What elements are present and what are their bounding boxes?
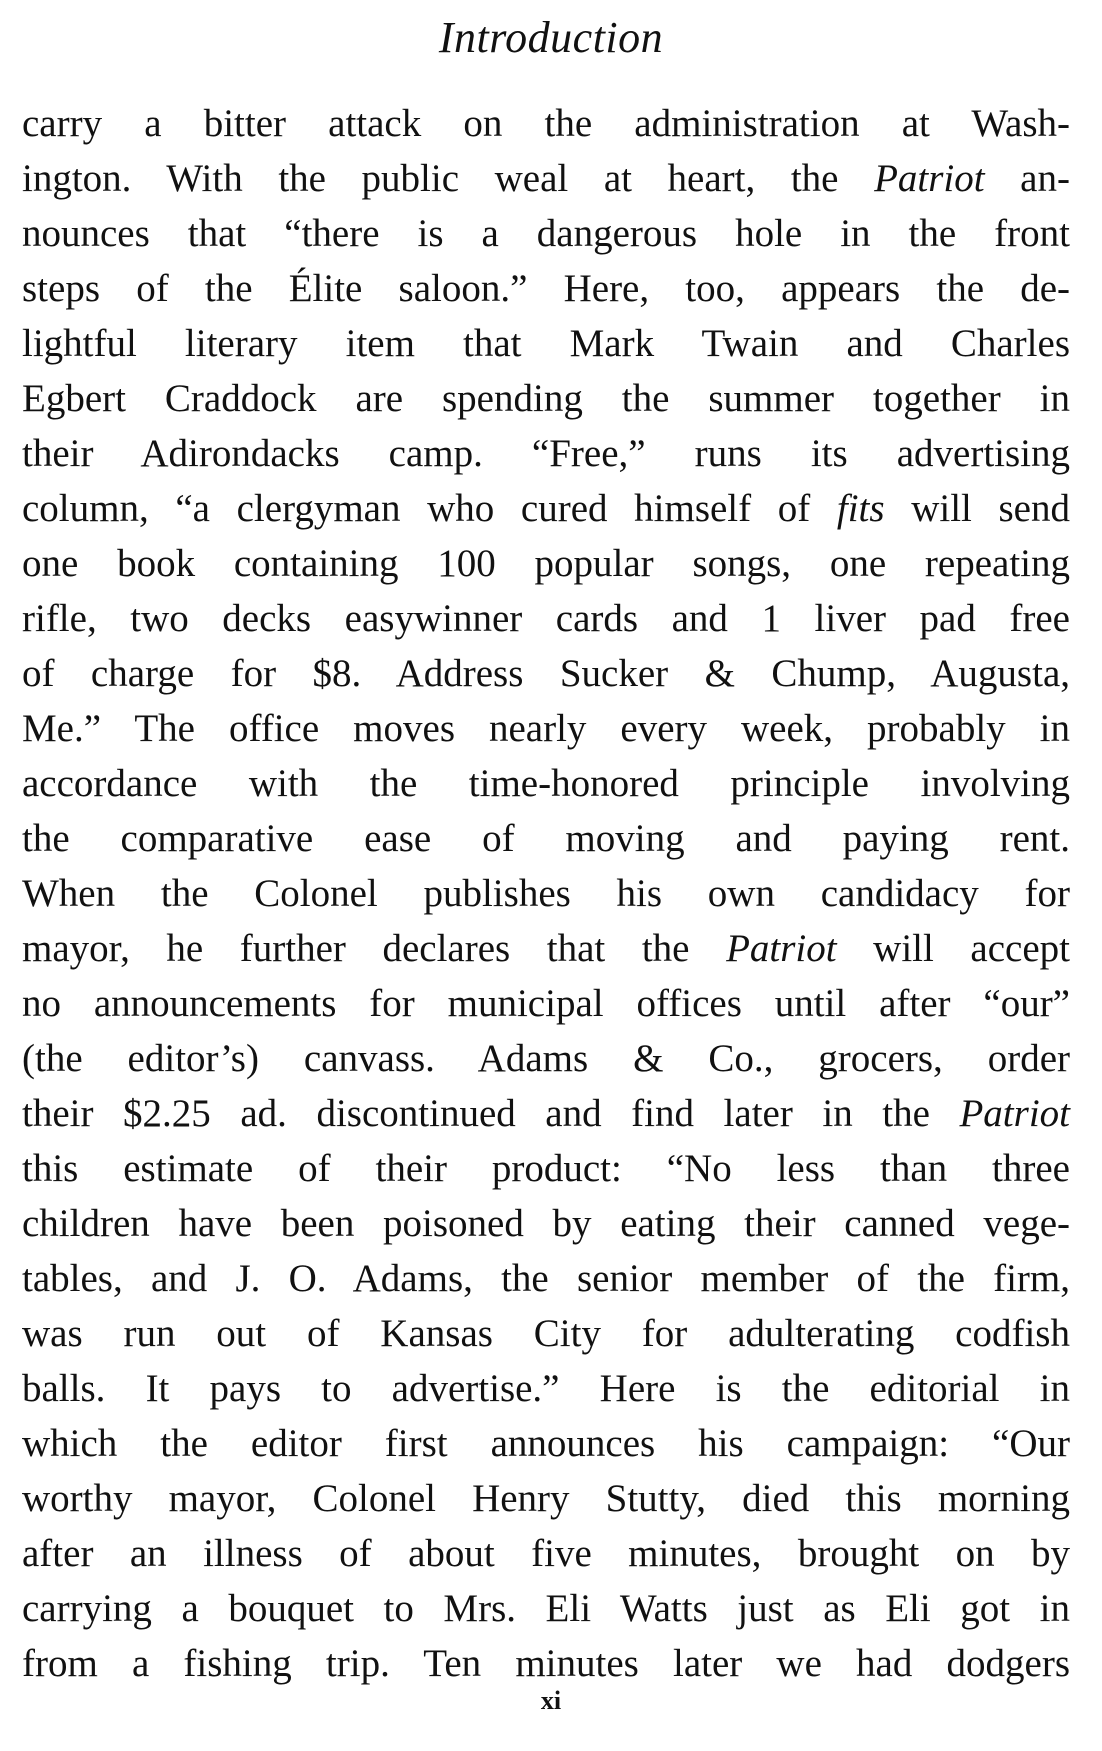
text-line: steps of the Élite saloon.” Here, too, appears the de-: [22, 267, 1070, 310]
text-line: the comparative ease of moving and paying rent.: [22, 817, 1070, 860]
text-line: children have been poisoned by eating their canned vege-: [22, 1202, 1070, 1245]
text-line: Egbert Craddock are spending the summer together in: [22, 377, 1070, 420]
text-line: this estimate of their product: “No less than three: [22, 1147, 1070, 1190]
text-line: was run out of Kansas City for adulterating codfish: [22, 1312, 1070, 1355]
running-head: Introduction: [438, 13, 664, 62]
text-line: which the editor first announces his campaign: “Our: [22, 1422, 1070, 1465]
text-line: When the Colonel publishes his own candidacy for: [22, 872, 1070, 915]
text-line: tables, and J. O. Adams, the senior member of the firm,: [22, 1257, 1070, 1300]
page-number: xi: [540, 1686, 562, 1715]
text-line: balls. It pays to advertise.” Here is the editorial in: [22, 1367, 1070, 1410]
text-line: column, “a clergyman who cured himself of fits will send: [22, 487, 1070, 530]
text-line: nounces that “there is a dangerous hole in the front: [22, 212, 1070, 255]
text-line: lightful literary item that Mark Twain and Charles: [22, 322, 1070, 365]
text-line: mayor, he further declares that the Patriot will accept: [22, 927, 1070, 970]
text-line: from a fishing trip. Ten minutes later we had dodgers: [22, 1642, 1070, 1685]
text-line: no announcements for municipal offices until after “our”: [22, 982, 1070, 1025]
text-line: of charge for $8. Address Sucker & Chump, Augusta,: [22, 652, 1070, 695]
text-line: worthy mayor, Colonel Henry Stutty, died this morning: [22, 1477, 1070, 1520]
body-text: [22, 96, 1070, 1691]
text-line: carry a bitter attack on the administration at Wash-: [22, 102, 1070, 145]
text-line: ington. With the public weal at heart, the Patriot an-: [22, 157, 1070, 200]
text-line: Me.” The office moves nearly every week, probably in: [22, 707, 1070, 750]
text-line: their Adirondacks camp. “Free,” runs its advertising: [22, 432, 1070, 475]
text-line: (the editor’s) canvass. Adams & Co., grocers, order: [22, 1037, 1070, 1080]
text-line: carrying a bouquet to Mrs. Eli Watts just as Eli got in: [22, 1587, 1070, 1630]
text-line: accordance with the time-honored principle involving: [22, 762, 1070, 805]
text-line: rifle, two decks easywinner cards and 1 liver pad free: [22, 597, 1070, 640]
text-line: one book containing 100 popular songs, one repeating: [22, 542, 1070, 585]
text-line: after an illness of about five minutes, brought on by: [22, 1532, 1070, 1575]
text-line: their $2.25 ad. discontinued and find later in the Patriot: [22, 1092, 1070, 1135]
